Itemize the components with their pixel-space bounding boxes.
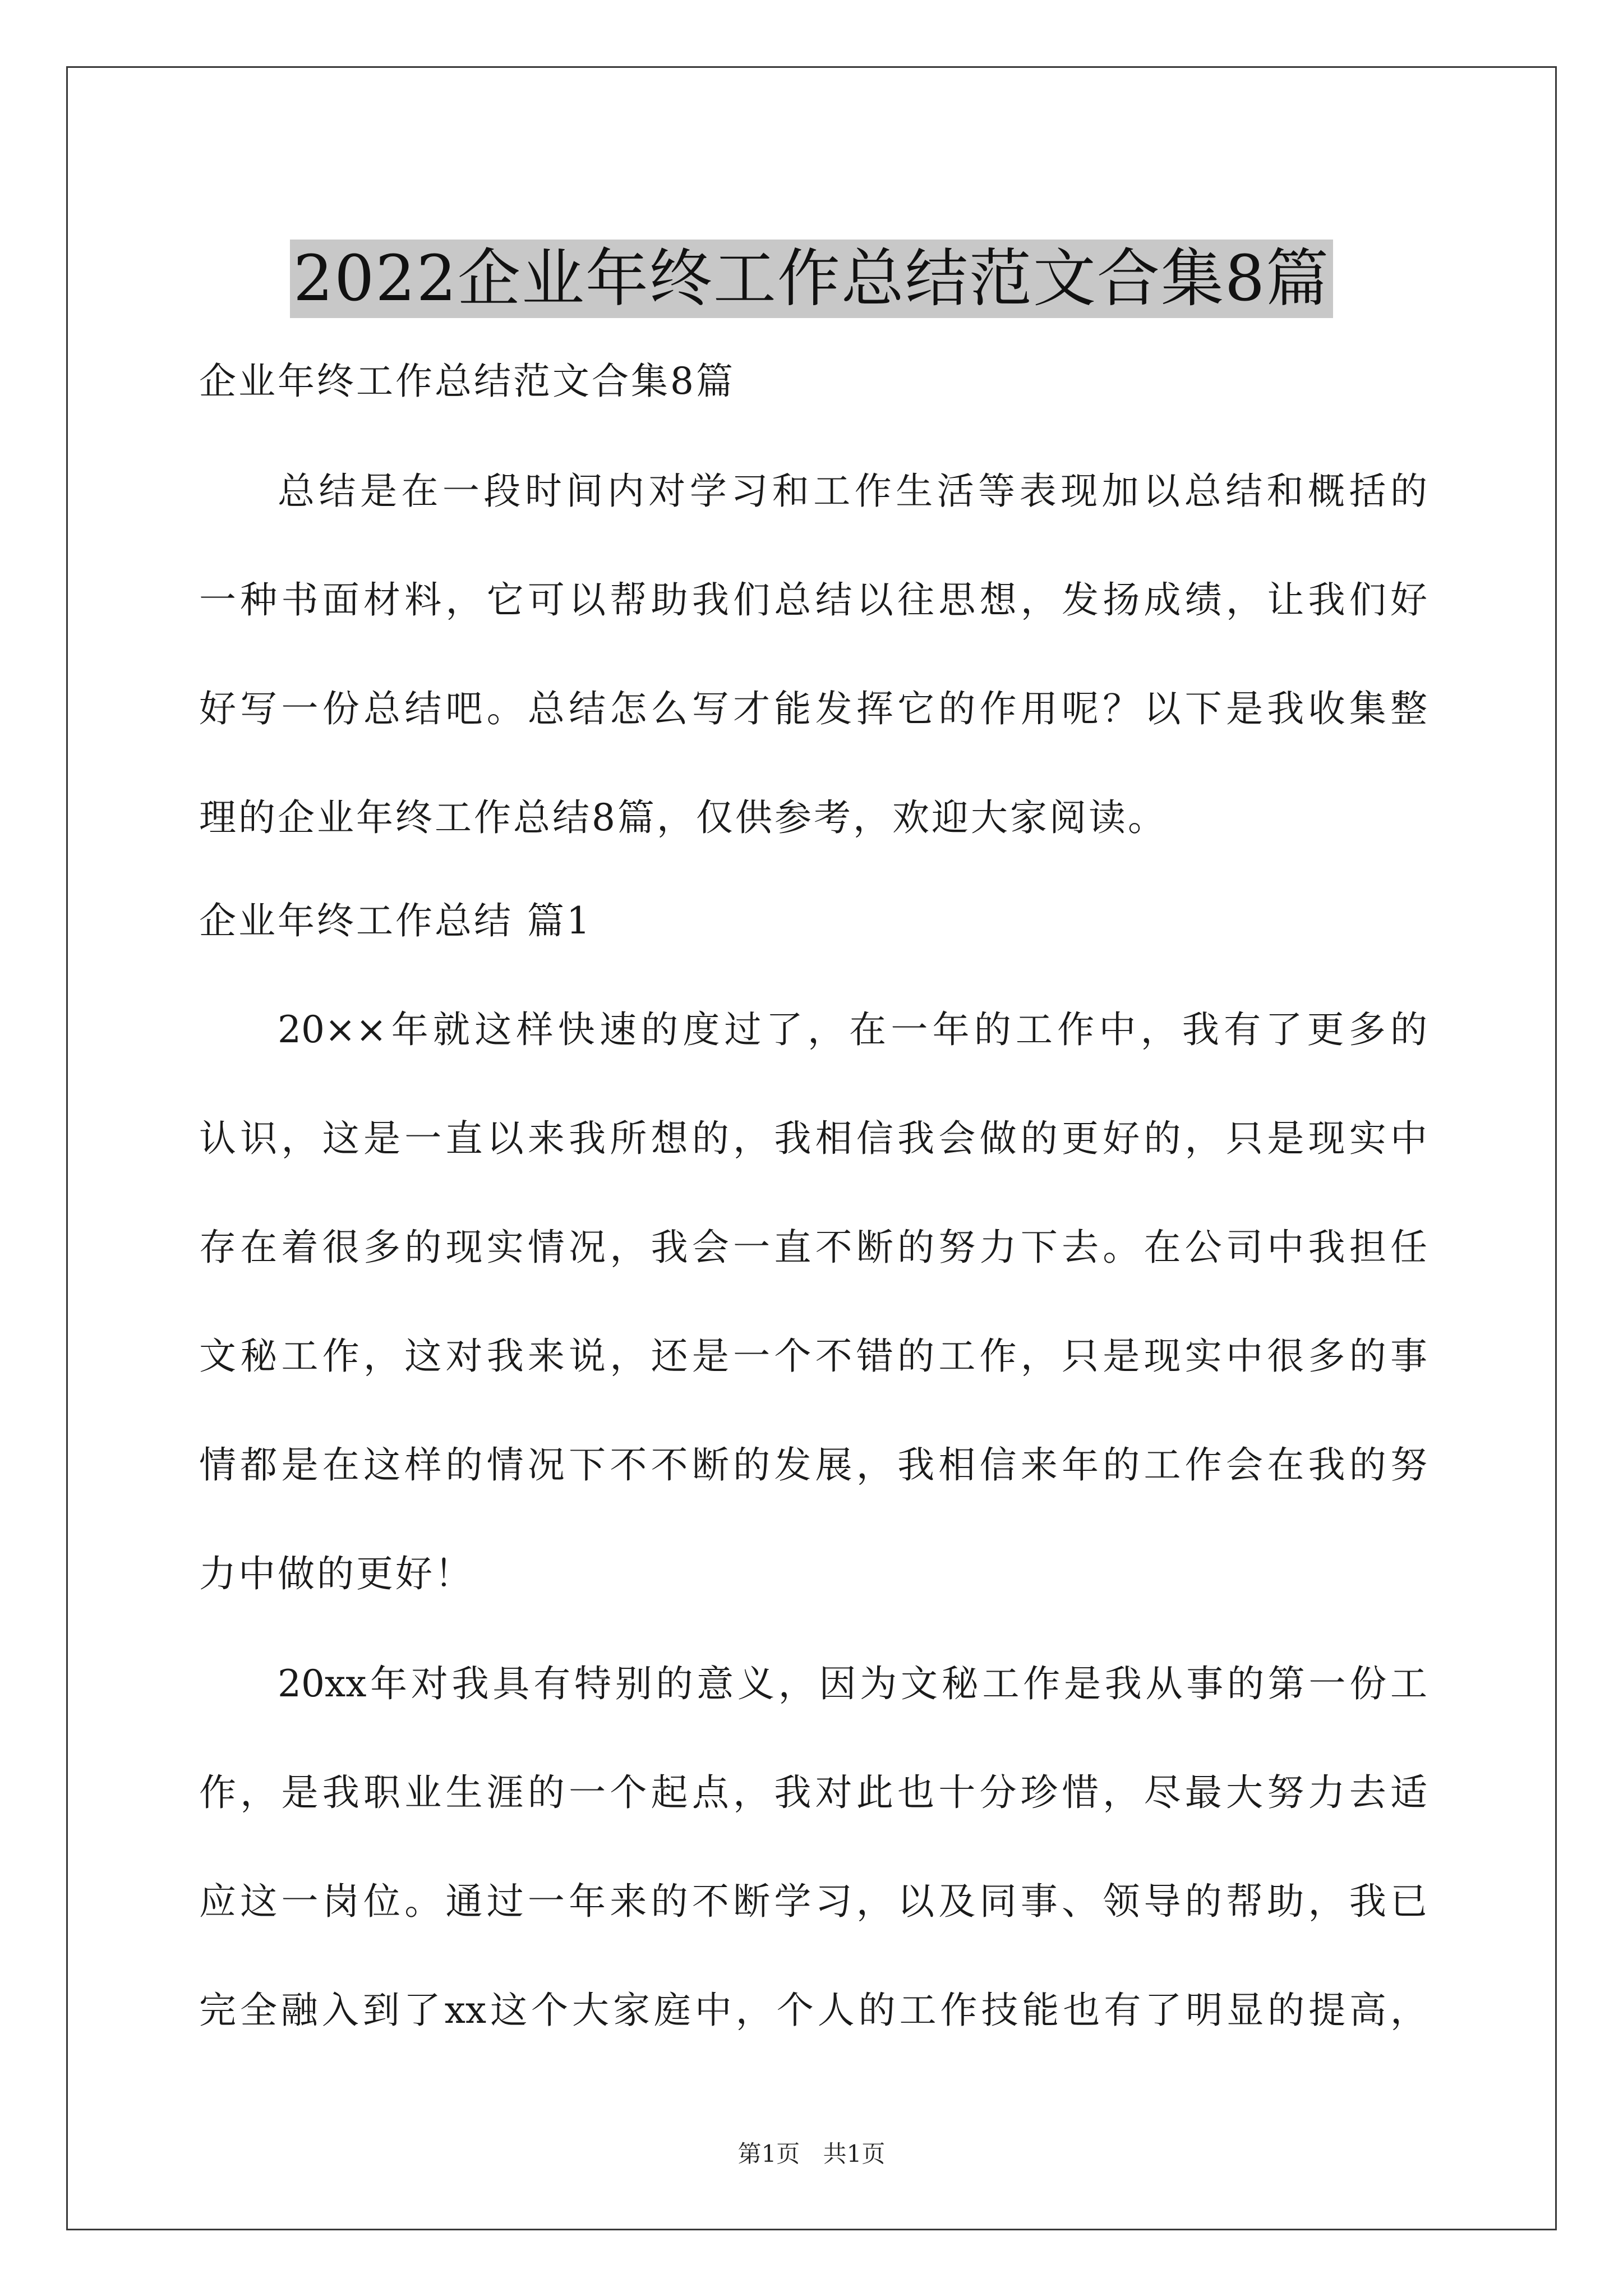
intro-line: 一种书面材料，它可以帮助我们总结以往思想，发扬成绩，让我们好	[199, 578, 1427, 622]
page-number-current: 第1页	[737, 2140, 800, 2168]
paragraph-line: 力中做的更好！	[199, 1552, 474, 1595]
paragraph-line: 20xx年对我具有特别的意义，因为文秘工作是我从事的第一份工	[278, 1662, 1427, 1705]
section-heading: 企业年终工作总结 篇1	[199, 899, 592, 942]
paragraph-line: 存在着很多的现实情况，我会一直不断的努力下去。在公司中我担任	[199, 1226, 1427, 1269]
paragraph-line: 应这一岗位。通过一年来的不断学习，以及同事、领导的帮助，我已	[199, 1880, 1427, 1923]
document-subtitle: 企业年终工作总结范文合集8篇	[199, 360, 735, 403]
intro-line: 总结是在一段时间内对学习和工作生活等表现加以总结和概括的	[278, 470, 1427, 513]
intro-line: 好写一份总结吧。总结怎么写才能发挥它的作用呢？以下是我收集整	[199, 687, 1427, 730]
page-footer	[0, 2140, 1623, 2168]
paragraph-line: 作，是我职业生涯的一个起点，我对此也十分珍惜，尽最大努力去适	[199, 1771, 1427, 1814]
document-title: 2022企业年终工作总结范文合集8篇	[290, 240, 1333, 318]
paragraph-line: 文秘工作，这对我来说，还是一个不错的工作，只是现实中很多的事	[199, 1335, 1427, 1378]
page-number-total: 共1页	[823, 2140, 886, 2168]
paragraph-line: 完全融入到了xx这个大家庭中，个人的工作技能也有了明显的提高，	[199, 1989, 1427, 2032]
paragraph-line: 认识，这是一直以来我所想的，我相信我会做的更好的，只是现实中	[199, 1117, 1427, 1160]
paragraph-line: 情都是在这样的情况下不不断的发展，我相信来年的工作会在我的努	[199, 1443, 1427, 1487]
title-container	[0, 197, 1623, 360]
intro-line: 理的企业年终工作总结8篇，仅供参考，欢迎大家阅读。	[199, 796, 1167, 839]
paragraph-line: 20××年就这样快速的度过了，在一年的工作中，我有了更多的	[278, 1008, 1427, 1051]
